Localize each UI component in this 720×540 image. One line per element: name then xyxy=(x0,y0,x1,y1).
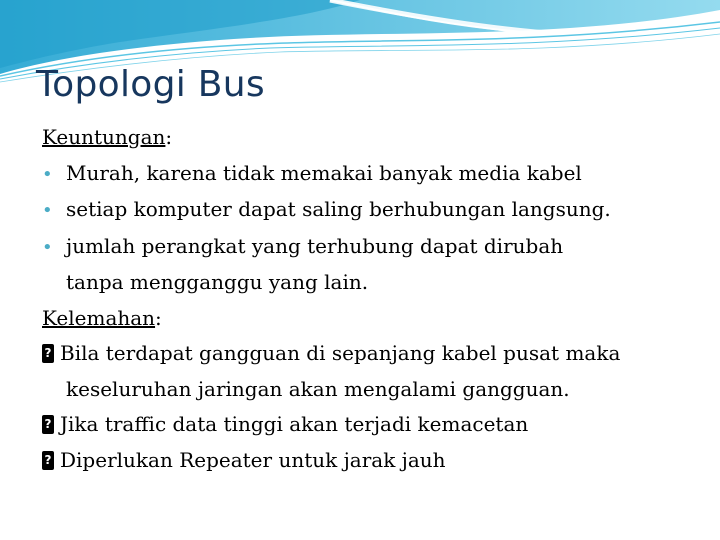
disadvantage-text: Bila terdapat gangguan di sepanjang kabel pusat maka xyxy=(60,341,621,365)
slide-content xyxy=(42,120,707,478)
advantage-text: Murah, karena tidak memakai banyak media kabel xyxy=(66,160,582,185)
bullet-icon: • xyxy=(42,163,53,185)
disadvantages-heading-line xyxy=(42,301,707,337)
disadvantages-colon: : xyxy=(155,305,162,330)
disadvantage-item xyxy=(42,407,707,443)
disadvantage-item xyxy=(42,336,707,372)
advantages-heading-line xyxy=(42,120,707,156)
missing-glyph-icon xyxy=(42,344,54,363)
advantage-item xyxy=(42,192,707,229)
disadvantages-heading: Kelemahan xyxy=(42,305,156,330)
advantages-heading: Keuntungan xyxy=(42,125,166,149)
disadvantage-text: Diperlukan Repeater untuk jarak jauh xyxy=(60,447,446,472)
missing-glyph-icon xyxy=(42,415,54,434)
missing-glyph-icon xyxy=(42,451,54,470)
advantage-text: jumlah perangkat yang terhubung dapat dirubah xyxy=(66,233,564,258)
bullet-icon: • xyxy=(42,236,53,258)
advantage-continuation: tanpa mengganggu yang lain. xyxy=(66,270,369,294)
disadvantage-item xyxy=(42,443,707,479)
advantage-item xyxy=(42,229,707,266)
advantage-item xyxy=(42,156,707,193)
disadvantage-text: Jika traffic data tinggi akan terjadi kemacetan xyxy=(60,412,529,436)
advantages-colon: : xyxy=(165,125,173,149)
bullet-icon: • xyxy=(42,200,53,221)
disadvantage-continuation: keseluruhan jaringan akan mengalami gangguan. xyxy=(66,376,570,401)
slide-title: Topologi Bus xyxy=(36,64,265,105)
advantage-text: setiap komputer dapat saling berhubungan langsung. xyxy=(66,197,611,221)
